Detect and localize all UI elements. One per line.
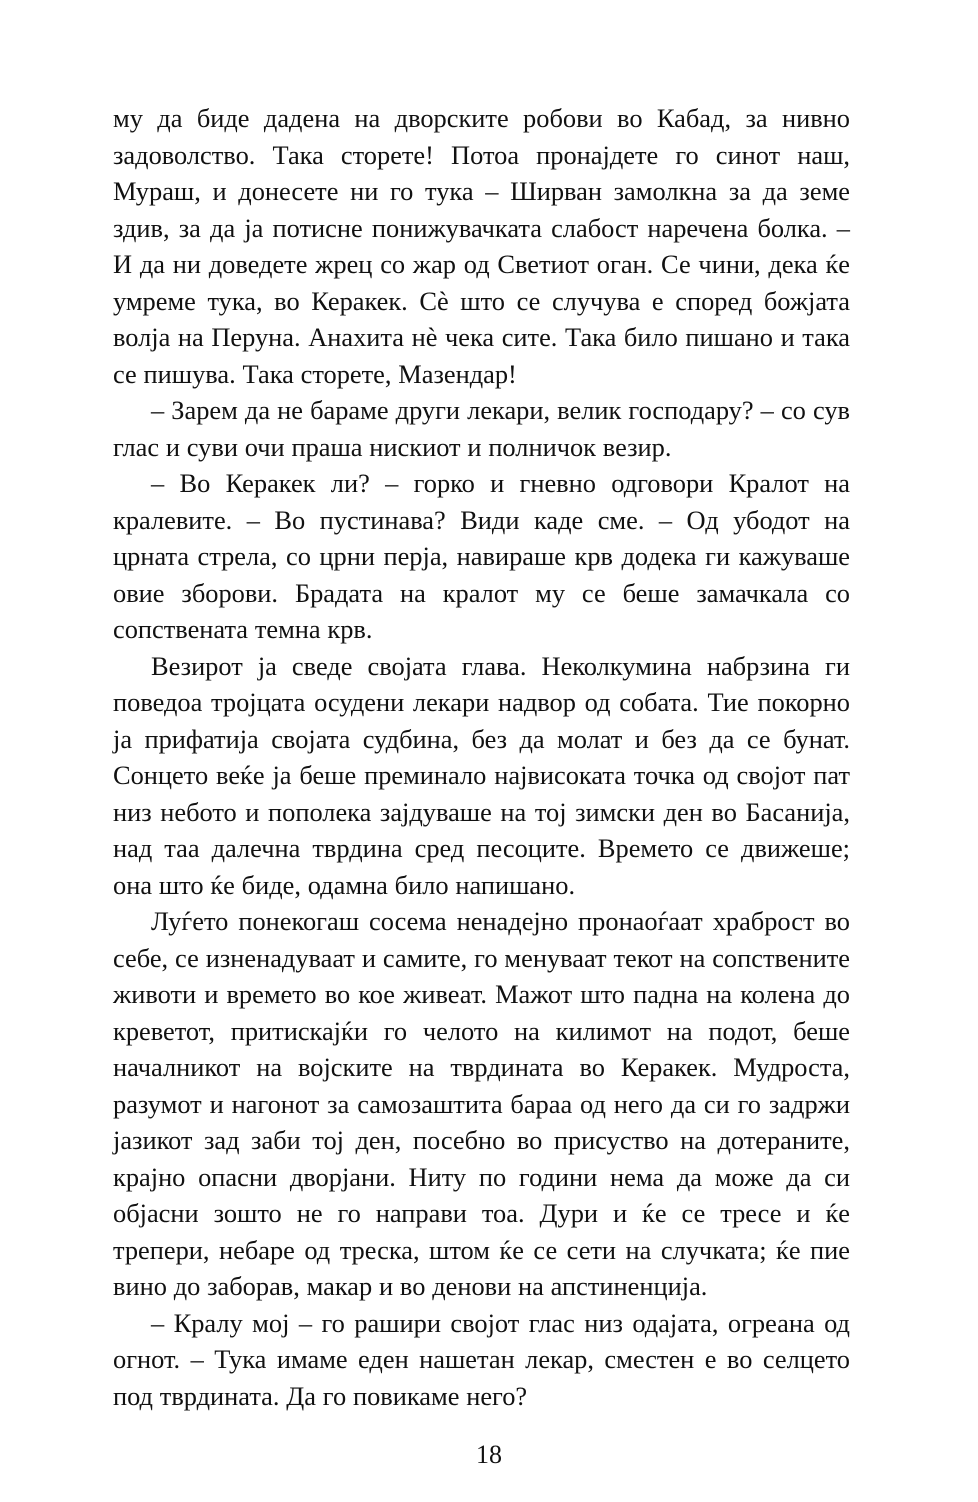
paragraph-dialogue-my-king: – Кралу мој – го рашири својот глас низ одајата, огреана од огнот. – Тука имаме еден нашетан лекар, сместен е во селцето под тврдината. Да го повикаме него? [113, 1307, 850, 1411]
paragraph-people-courage: Луѓето понекогаш сосема ненадејно пронаоѓаат храброст во себе, се изненадуваат и самите, го менуваат текот на сопствените животи и времето во кое живеат. Мажот што падна на колена до креветот, притискајќи го челото на килимот на подот, беше началникот на војските на тврдината во Керакек. Мудроста, разумот и нагонот за самозаштита бараа од него да си го задржи јазикот зад заби тој ден, посебно во присуство на дотераните, крајно опасни дворјани. Ниту по години нема да може да си објасни зошто не го направи тоа. Дури и ќе се тресе и ќе трепери, небаре од треска, штом ќе се сети на случката; ќе пие вино до заборав, макар и во денови на апстиненција. [113, 906, 850, 1301]
paragraph-vizier-bows: Везирот ја сведе својата глава. Неколкумина набрзина ги поведоа тројцата осудени лекари надвор од собата. Тие покорно ја прифатија својата судбина, без да молат и без да се бунат. Сонцето веќе ја беше преминало највисоката точка од својот пат низ небото и пополека зајдуваше на тој зимски ден во Басанија, над таа далечна тврдина сред песоците. Времето се движеше; она што ќе биде, одамна било напишано. [113, 650, 850, 900]
paragraph-dialogue-vizier: – Зарем да не бараме други лекари, велик господару? – со сув глас и суви очи праша нискиот и полничок везир. [113, 395, 850, 462]
paragraph-dialogue-king: – Во Керакек ли? – горко и гневно одговори Кралот на кралевите. – Во пустинава? Види каде сме. – Од убодот на црната стрела, со црни перја, навираше крв додека ги кажуваше овие зборови. Брадата на кралот му се беше замачкала со сопствената темна крв. [113, 468, 850, 644]
page-number: 18 [476, 1440, 502, 1469]
page-text-block [113, 100, 850, 1414]
paragraph-continued: му да биде дадена на дворските робови во Кабад, за нивно задоволство. Така сторете! Потоа пронајдете го синот наш, Мураш, и донесете ни го тука – Ширван замолкна за да земе здив, за да ја потисне понижувачката слабост наречена болка. – И да ни доведете жрец со жар од Светиот оган. Се чини, дека ќе умреме тука, во Керакек. Сѐ што се случува е според божјата волја на Перуна. Анахита нѐ чека сите. Така било пишано и така се пишува. Така сторете, Мазендар! [113, 103, 850, 389]
